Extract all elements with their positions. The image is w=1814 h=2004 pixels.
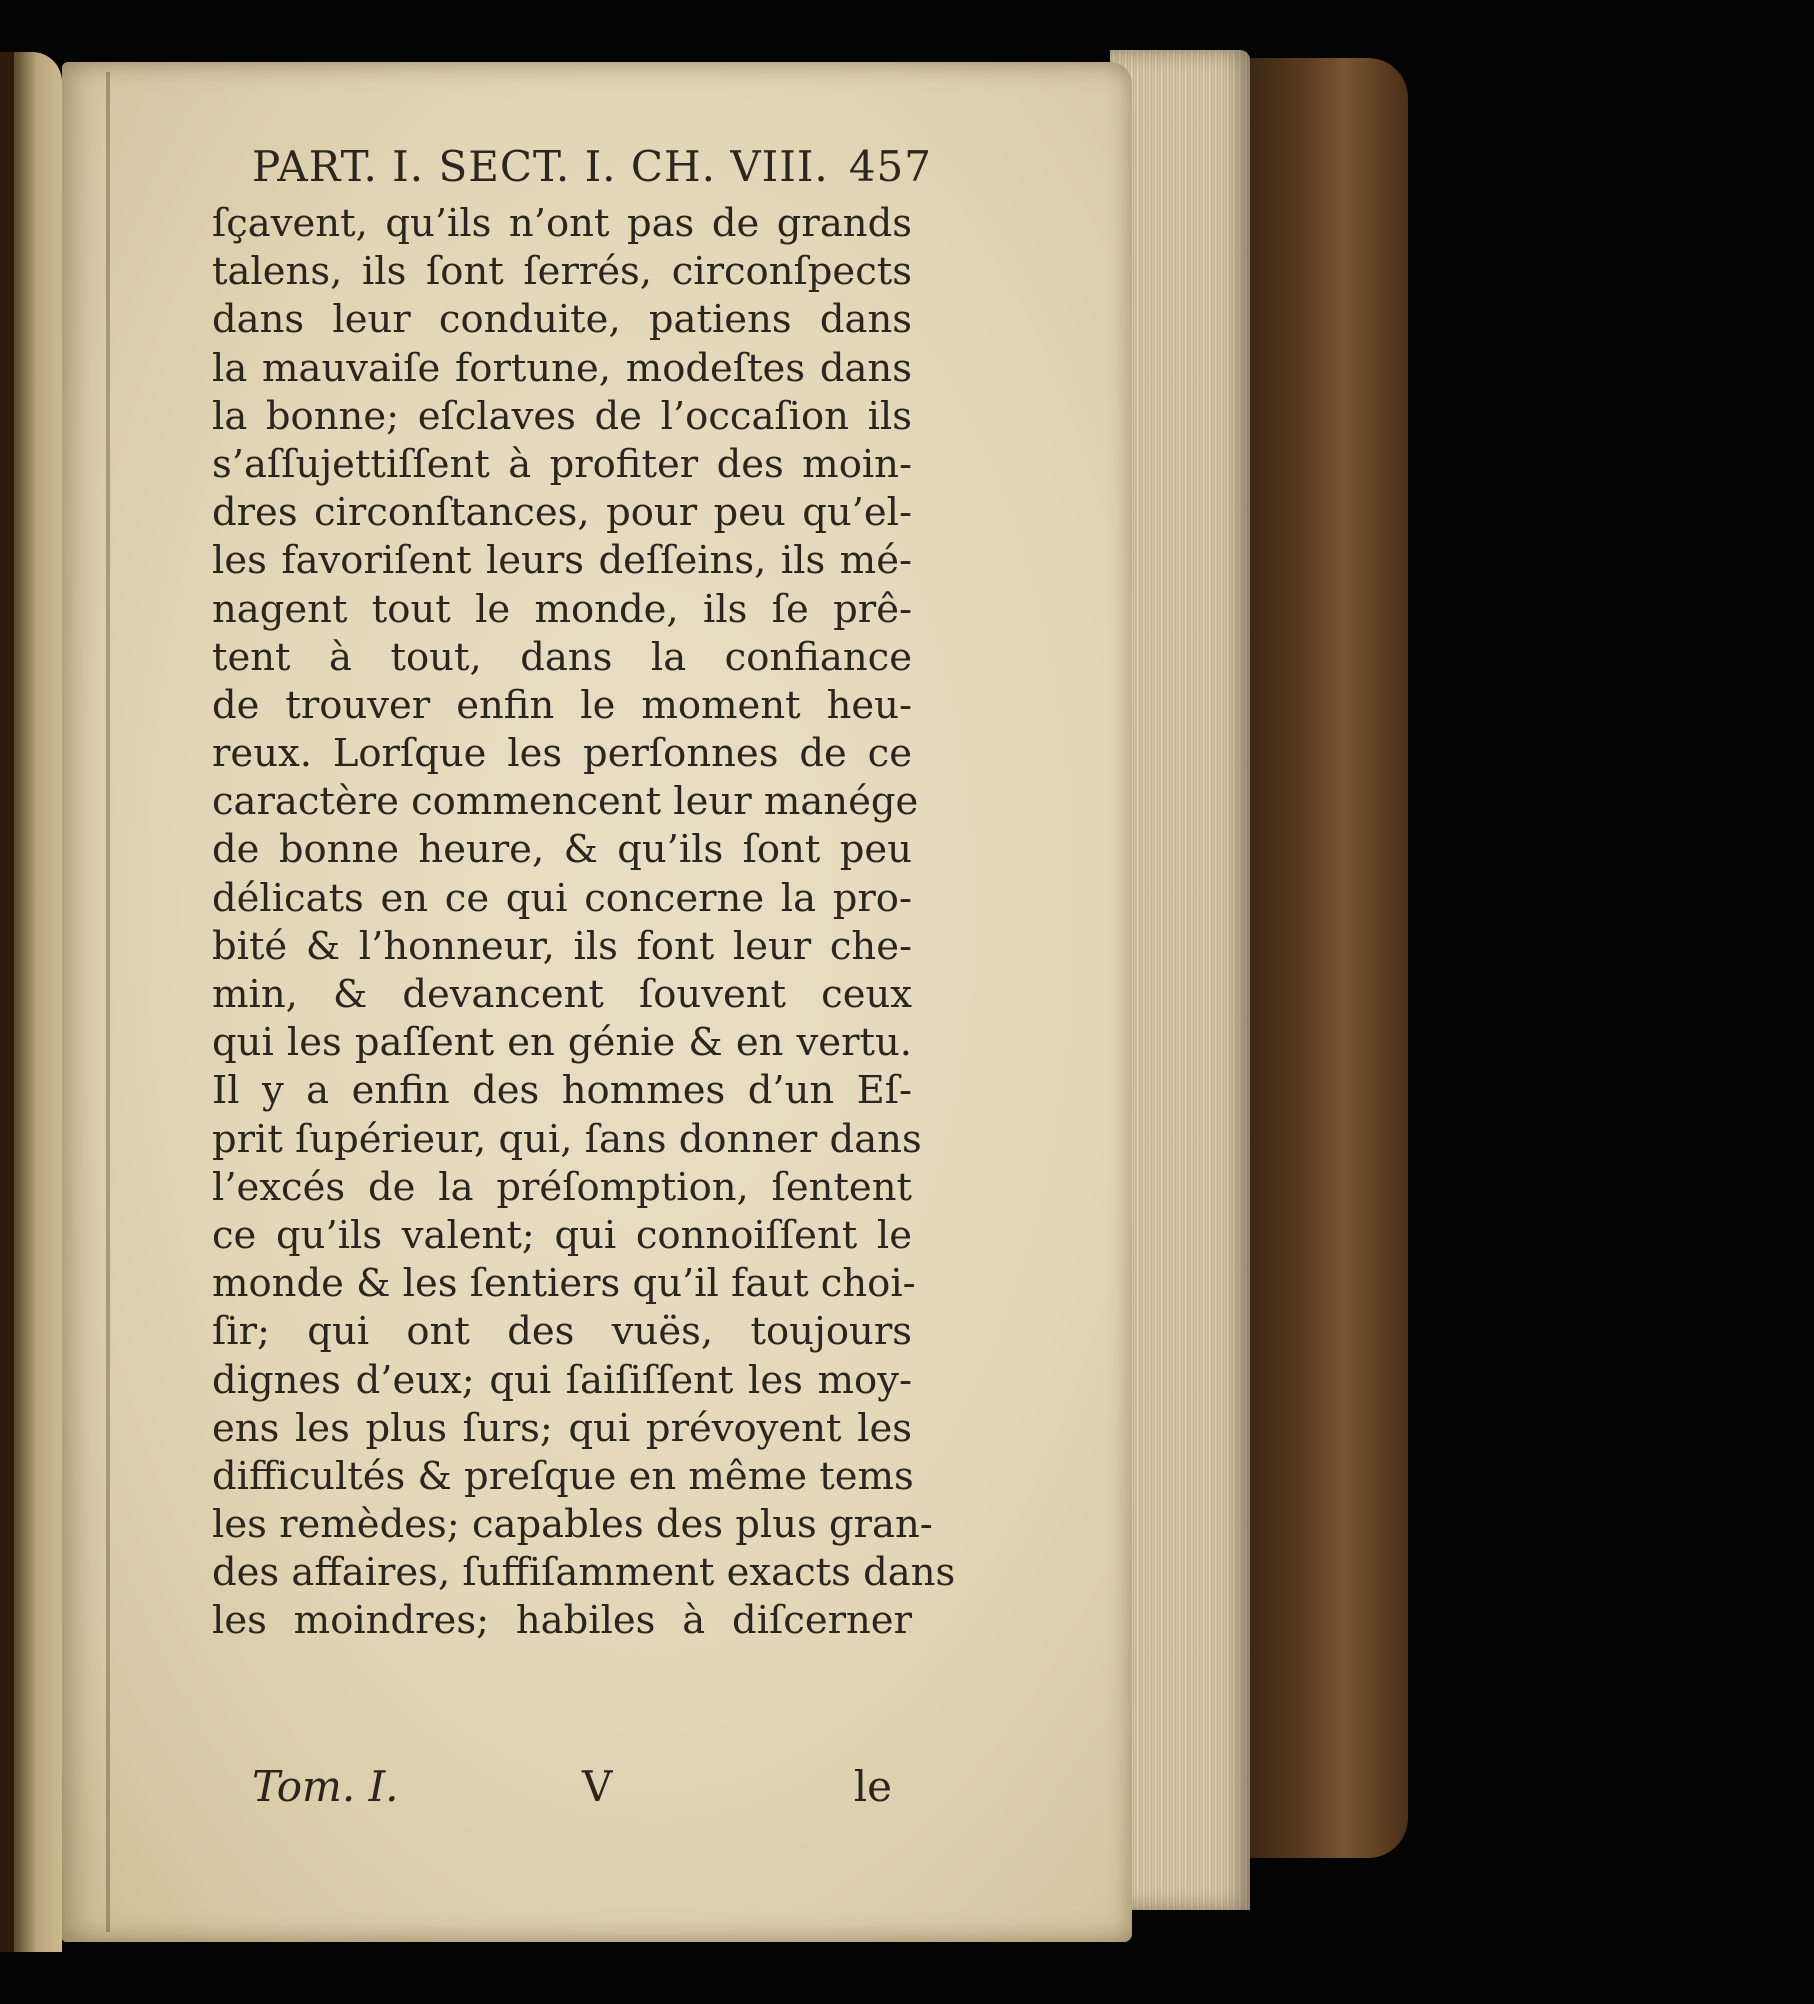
text-line: s’aſſujettiſſent à profiter des moin- xyxy=(212,441,912,487)
text-line: bité & l’honneur, ils font leur che- xyxy=(212,923,912,969)
catchword: le xyxy=(853,1762,892,1811)
text-line: dignes d’eux; qui ſaiſiſſent les moy- xyxy=(212,1357,912,1403)
text-line: monde & les ſentiers qu’il faut choi- xyxy=(212,1261,916,1307)
text-line: nagent tout le monde, ils ſe prê- xyxy=(212,586,912,632)
text-line: talens, ils ſont ſerrés, circonſpects xyxy=(212,249,912,295)
text-line: prit ſupérieur, qui, ſans donner dans xyxy=(212,1116,922,1162)
text-line: ſir; qui ont des vuës, toujours xyxy=(212,1309,912,1355)
text-line: de bonne heure, & qu’ils ſont peu xyxy=(212,827,912,873)
text-line: dres circonſtances, pour peu qu’el- xyxy=(212,490,912,536)
text-line: qui les paſſent en génie & en vertu. xyxy=(212,1020,912,1066)
text-line: min, & devancent ſouvent ceux xyxy=(212,972,912,1017)
text-line: la mauvaiſe fortune, modeſtes dans xyxy=(212,345,912,391)
text-line: dans leur conduite, patiens dans xyxy=(212,297,912,343)
book-page xyxy=(62,62,1132,1942)
gathering-mark: V xyxy=(582,1762,613,1811)
page-number: 457 xyxy=(848,142,932,191)
text-line: de trouver enfin le moment heu- xyxy=(212,682,912,728)
running-head: PART. I. SECT. I. CH. VIII. xyxy=(252,142,829,191)
text-line: caractère commencent leur manége xyxy=(212,779,919,825)
text-line: difficultés & preſque en même tems xyxy=(212,1453,914,1499)
text-line: ſçavent, qu’ils n’ont pas de grands xyxy=(212,201,912,246)
text-line: les favoriſent leurs deſſeins, ils mé- xyxy=(212,538,912,584)
book-spine xyxy=(1248,58,1408,1858)
text-line: les moindres; habiles à diſcerner xyxy=(212,1598,912,1644)
page-header xyxy=(252,142,932,202)
text-line: reux. Lorſque les perſonnes de ce xyxy=(212,731,912,777)
text-line: Il y a enfin des hommes d’un Eſ- xyxy=(212,1068,912,1114)
text-line: des affaires, ſuffiſamment exacts dans xyxy=(212,1550,956,1596)
text-line: ens les plus ſurs; qui prévoyent les xyxy=(212,1405,912,1451)
page-footer xyxy=(252,1762,892,1822)
text-line: la bonne; eſclaves de l’occaſion ils xyxy=(212,393,912,439)
text-line: les remèdes; capables des plus gran- xyxy=(212,1502,933,1548)
text-line: l’excés de la préſomption, ſentent xyxy=(212,1164,912,1210)
volume-signature: Tom. I. xyxy=(252,1762,399,1811)
gutter-fold xyxy=(106,72,110,1932)
text-line: délicats en ce qui concerne la pro- xyxy=(212,875,912,921)
text-line: tent à tout, dans la confiance xyxy=(212,634,912,680)
text-line: ce qu’ils valent; qui connoiſſent le xyxy=(212,1212,912,1258)
left-cover-edge xyxy=(0,52,14,1952)
body-text xyxy=(212,200,956,1646)
